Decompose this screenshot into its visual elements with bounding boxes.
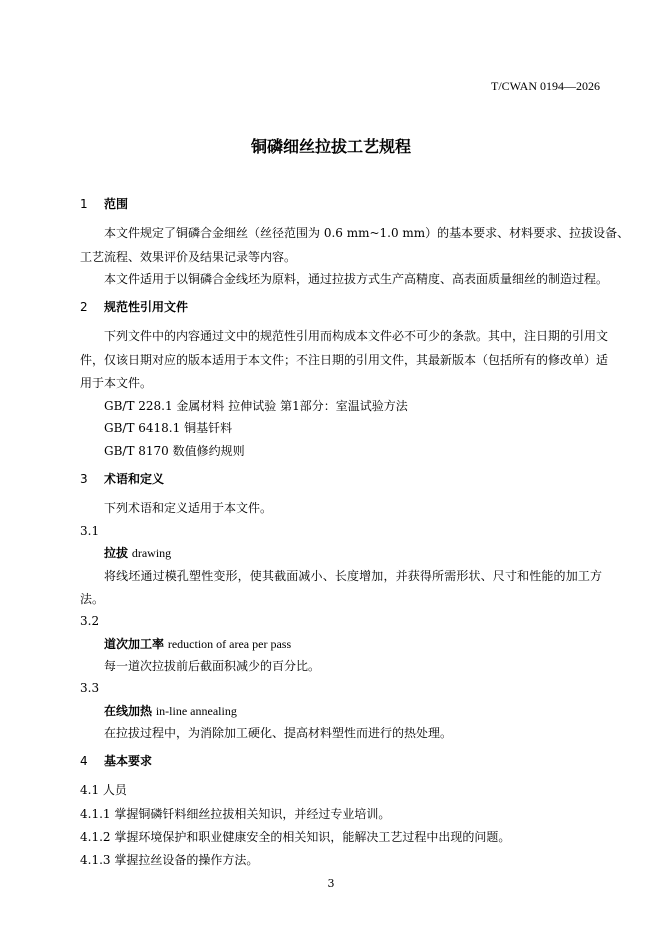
requirement-item: 4.1.2 掌握环境保护和职业健康安全的相关知识，能解决工艺过程中出现的问题。 [80,830,511,844]
paragraph-line: 下列术语和定义适用于本文件。 [104,501,273,515]
reference-item: GB/T 8170 数值修约规则 [104,444,245,458]
section-1-heading [80,196,602,212]
paragraph-line: 下列文件中的内容通过文中的规范性引用而构成本文件必不可少的条款。其中，注日期的引用文 [104,329,609,343]
section-title: 范围 [104,197,129,211]
term-english: in-line annealing [155,704,237,718]
term-heading [104,636,626,652]
definition-line: 在拉拔过程中，为消除加工硬化、提高材料塑性而进行的热处理。 [104,726,453,740]
section-2-heading [80,299,602,315]
paragraph-line: 工艺流程、效果评价及结果记录等内容。 [80,250,297,264]
section-3-heading [80,471,602,487]
page-number: 3 [327,877,335,890]
paragraph-line: 用于本文件。 [80,376,153,390]
paragraph-line: 件，仅该日期对应的版本适用于本文件；不注日期的引用文件，其最新版本（包括所有的修改单）适 [80,353,609,367]
term-chinese: 拉拔 [104,546,129,560]
term-chinese: 道次加工率 [104,637,165,651]
reference-item: GB/T 6418.1 铜基钎料 [104,421,233,435]
subsection-heading: 4.1 人员 [80,783,127,797]
requirement-item: 4.1.3 掌握拉丝设备的操作方法。 [80,853,259,867]
section-number: 4 [80,754,88,768]
section-number: 1 [80,197,88,211]
term-english: reduction of area per pass [167,637,292,651]
term-chinese: 在线加热 [104,704,153,718]
section-title: 术语和定义 [104,472,165,486]
requirement-item: 4.1.1 掌握铜磷钎料细丝拉拔相关知识，并经过专业培训。 [80,807,391,821]
document-title: 铜磷细丝拉拔工艺规程 [250,137,411,156]
section-number: 2 [80,300,88,314]
term-heading [104,545,626,561]
term-number: 3.3 [80,681,100,695]
section-title: 规范性引用文件 [104,300,189,314]
paragraph-line: 本文件规定了铜磷合金细丝（丝径范围为 0.6 mm~1.0 mm）的基本要求、材料要求、拉拔设备、 [104,226,630,240]
section-title: 基本要求 [104,754,153,768]
term-heading [104,703,626,719]
standard-code: T/CWAN 0194—2026 [491,79,600,93]
term-english: drawing [131,546,172,560]
paragraph-line: 本文件适用于以铜磷合金线坯为原料，通过拉拔方式生产高精度、高表面质量细丝的制造过程。 [104,272,609,286]
definition-line: 法。 [80,592,105,606]
definition-line: 每一道次拉拔前后截面积减少的百分比。 [104,659,321,673]
section-4-heading [80,753,602,769]
section-number: 3 [80,472,88,486]
definition-line: 将线坯通过模孔塑性变形，使其截面减小、长度增加，并获得所需形状、尺寸和性能的加工方 [104,569,602,583]
term-number: 3.2 [80,614,100,628]
term-number: 3.1 [80,524,100,538]
reference-item: GB/T 228.1 金属材料 拉伸试验 第1部分：室温试验方法 [104,399,408,413]
